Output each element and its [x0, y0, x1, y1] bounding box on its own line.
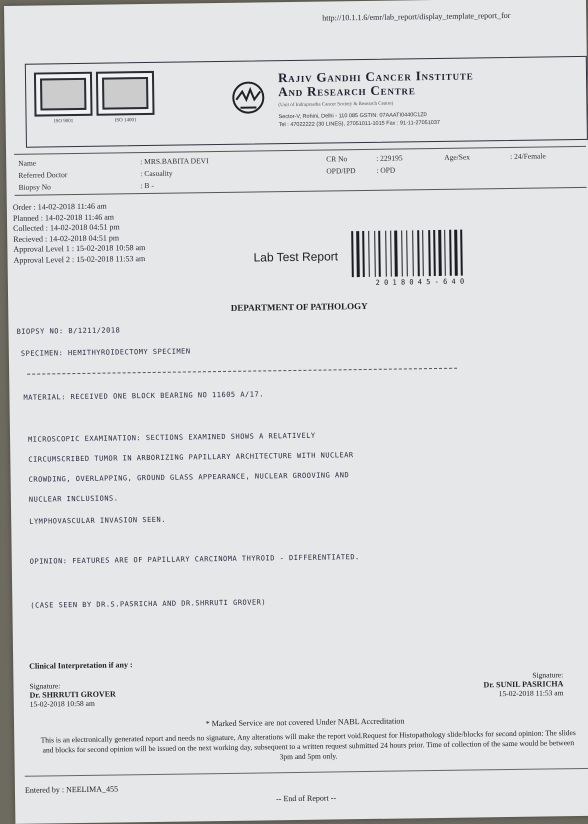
- opinion-line: OPINION: FEATURES ARE OF PAPILLARY CARCINOMA THYROID - DIFFERENTIATED.: [29, 553, 360, 566]
- institute-address: Sector-V, Rohini, Delhi - 110 085 GSTIN: 07AAATI0440C1Z0 Tel : 47022222 (30 LINES), 27051011-1015 Fax : 91-11-27051037: [278, 112, 440, 129]
- opd-value: : OPD: [376, 165, 396, 175]
- age-value: : 24/Female: [510, 151, 546, 161]
- microscopic-line-2: CIRCUMSCRIBED TUMOR IN ARBORIZING PAPILLARY ARCHITECTURE WITH NUCLEAR: [28, 451, 354, 464]
- cr-value: : 229195: [376, 153, 403, 163]
- planned-time: Planned : 14-02-2018 11:46 am: [12, 211, 115, 223]
- microscopic-line-3: CROWDING, OVERLAPPING, GROUND GLASS APPEARANCE, NUCLEAR GROOVING AND: [28, 471, 350, 484]
- report-header: [25, 56, 588, 148]
- iso-14001-logo: ISO 14001: [96, 71, 155, 116]
- name-label: Name: [18, 158, 37, 168]
- collected-time: Collected : 14-02-2018 04:51 pm: [13, 222, 120, 233]
- material-line: MATERIAL: RECEIVED ONE BLOCK BEARING NO 11605 A/17.: [23, 390, 264, 402]
- name-value: : MRS.BABITA DEVI: [140, 156, 209, 167]
- signatory-right-name: Dr. SUNIL PASRICHA: [483, 679, 564, 690]
- specimen-line: SPECIMEN: HEMITHYROIDECTOMY SPECIMEN: [20, 347, 191, 358]
- institute-name: Rajiv Gandhi Cancer Institute And Research Centre: [277, 67, 474, 100]
- doctor-value: : Casuality: [140, 168, 173, 179]
- lymphovascular-line: LYMPHOVASCULAR INVASION SEEN.: [29, 515, 166, 526]
- department-title: DEPARTMENT OF PATHOLOGY: [230, 300, 368, 313]
- nabl-note: * Marked Service are not covered Under NABL Accreditation: [205, 716, 405, 729]
- approval-2-time: Approval Level 2 : 15-02-2018 11:53 am: [13, 253, 146, 265]
- page-url: http://10.1.1.6/emr/lab_report/display_template_report_for: [322, 10, 511, 23]
- disclaimer: This is an electronically generated report and needs no signature, Any alterations will make the report void.Request for Histopathology slide/blocks for second opinion: The slides and blocks for second opinion will be issued on the next working day, subsequent to a written request submitted 24 hours prior. Time of collection of the same would be between 3pm and 5pm only.: [40, 728, 576, 762]
- institute-subline: (Unit of Indraprastha Cancer Society & Research Centre): [278, 101, 394, 109]
- doctor-label: Referred Doctor: [18, 170, 68, 180]
- footer-divider: [25, 768, 588, 777]
- divider: [27, 368, 457, 375]
- end-of-report: -- End of Report --: [276, 793, 337, 804]
- microscopic-line-1: MICROSCOPIC EXAMINATION: SECTIONS EXAMINED SHOWS A RELATIVELY: [28, 431, 316, 444]
- timestamps: [13, 201, 146, 266]
- opd-label: OPD/IPD: [326, 166, 356, 176]
- barcode-number: 2 0 1 8 0 4 5 - 6 4 0: [375, 277, 465, 287]
- barcode: [347, 227, 492, 287]
- biopsy-value: : B -: [140, 180, 154, 191]
- patient-details: [14, 146, 587, 196]
- lab-report-title: Lab Test Report: [253, 249, 339, 265]
- order-time: Order : 14-02-2018 11:46 am: [12, 201, 107, 212]
- clinical-interpretation-label: Clinical Interpretation if any :: [29, 660, 133, 671]
- received-time: Recieved : 14-02-2018 04:51 pm: [13, 232, 120, 244]
- cr-label: CR No: [326, 154, 348, 164]
- signature-left: Signature: Dr. SHRRUTI GROVER 15-02-2018 10:58 am: [29, 681, 116, 709]
- signature-right: Signature: Dr. SUNIL PASRICHA 15-02-2018 11:53 am: [483, 670, 564, 699]
- biopsy-line: BIOPSY NO: B/1211/2018: [16, 326, 121, 336]
- institute-emblem-icon: [230, 77, 267, 117]
- biopsy-label: Biopsy No: [18, 182, 51, 192]
- age-label: Age/Sex: [444, 152, 471, 162]
- iso-9001-logo: ISO 9001: [34, 72, 93, 117]
- approval-1-time: Approval Level 1 : 15-02-2018 10:58 am: [13, 243, 146, 254]
- signatory-right-date: 15-02-2018 11:53 am: [498, 688, 564, 699]
- case-seen-line: (CASE SEEN BY DR.S.PASRICHA AND DR.SHRRUTI GROVER): [30, 598, 267, 610]
- report-sheet: [4, 0, 588, 824]
- microscopic-line-4: NUCLEAR INCLUSIONS.: [28, 494, 119, 504]
- signatory-left-date: 15-02-2018 10:58 am: [29, 698, 95, 709]
- signatory-left-name: Dr. SHRRUTI GROVER: [29, 689, 116, 700]
- entered-by: Entered by : NEELIMA_455: [24, 784, 119, 795]
